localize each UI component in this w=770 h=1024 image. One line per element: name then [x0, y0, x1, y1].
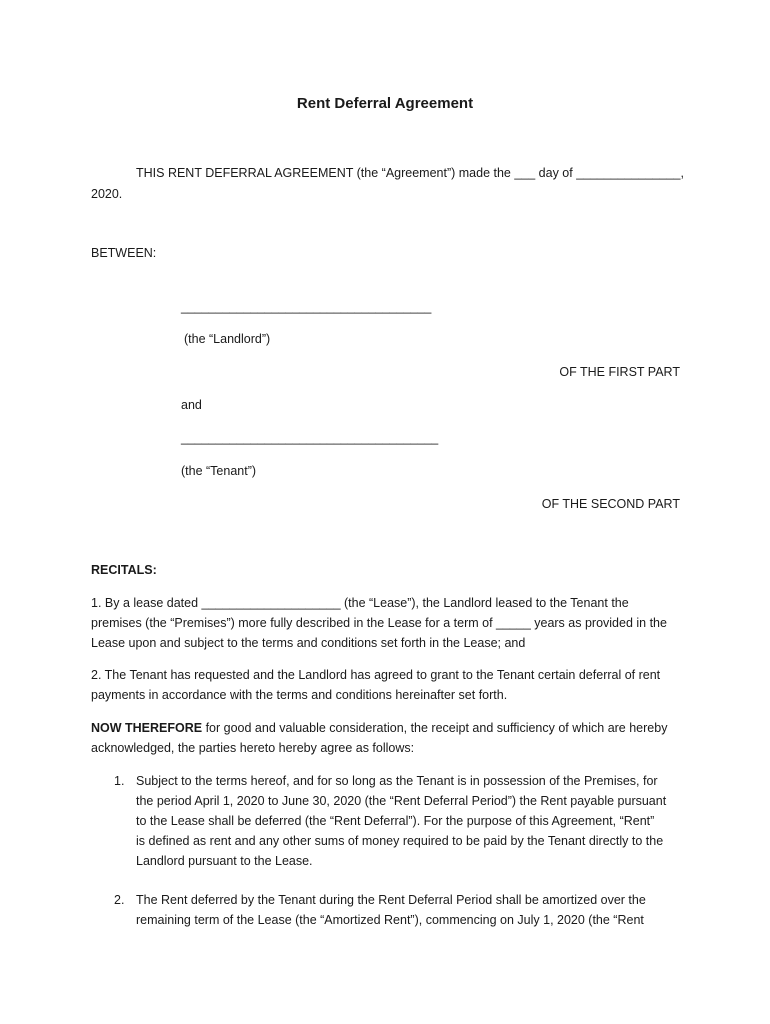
item-1-line: Landlord pursuant to the Lease. — [136, 854, 313, 868]
recitals-heading: RECITALS: — [91, 563, 157, 577]
first-part-label: OF THE FIRST PART — [559, 365, 680, 379]
intro-line-1: THIS RENT DEFERRAL AGREEMENT (the “Agreement”) made the ___ day of _______________, — [136, 166, 684, 180]
and-label: and — [181, 398, 202, 412]
item-1-line: is defined as rent and any other sums of money required to be paid by the Tenant directly to the — [136, 834, 664, 848]
item-2-number: 2. — [114, 893, 125, 907]
second-part-label: OF THE SECOND PART — [541, 497, 680, 511]
intro-line-2: 2020. — [91, 187, 123, 201]
now-therefore-rest: for good and valuable consideration, the receipt and sufficiency of which are hereby — [202, 721, 668, 735]
landlord-blank: ____________________________________ — [181, 300, 432, 314]
item-1-line: to the Lease shall be deferred (the “Rent Deferral”). For the purpose of this Agreement, “Rent” — [136, 814, 655, 828]
now-therefore-line-2: acknowledged, the parties hereto hereby agree as follows: — [91, 741, 415, 755]
recital-1-line: Lease upon and subject to the terms and conditions set forth in the Lease; and — [91, 636, 526, 650]
now-therefore-bold: NOW THEREFORE — [91, 721, 203, 735]
item-1 — [136, 771, 666, 871]
item-1-number: 1. — [114, 774, 125, 788]
now-therefore-line — [91, 718, 667, 738]
recital-1-line: premises (the “Premises”) more fully described in the Lease for a term of _____ years as provided in the — [91, 616, 667, 630]
item-1-line: Subject to the terms hereof, and for so long as the Tenant is in possession of the Premises, for — [136, 774, 658, 788]
recital-1-line: 1. By a lease dated ____________________ (the “Lease”), the Landlord leased to the Tenant the — [91, 596, 629, 610]
item-2 — [136, 890, 646, 930]
recital-2-line: 2. The Tenant has requested and the Landlord has agreed to grant to the Tenant certain deferral of rent — [91, 668, 661, 682]
recital-1 — [91, 593, 667, 653]
landlord-label: (the “Landlord”) — [184, 332, 271, 346]
between-label: BETWEEN: — [91, 246, 157, 260]
tenant-blank: _____________________________________ — [181, 431, 439, 445]
now-therefore-paragraph — [91, 718, 667, 758]
item-2-line: remaining term of the Lease (the “Amortized Rent”), commencing on July 1, 2020 (the “Rent — [136, 913, 644, 927]
item-1-line: the period April 1, 2020 to June 30, 2020 (the “Rent Deferral Period”) the Rent payable pursuant — [136, 794, 667, 808]
recital-2-line: payments in accordance with the terms and conditions hereinafter set forth. — [91, 688, 508, 702]
item-2-line: The Rent deferred by the Tenant during the Rent Deferral Period shall be amortized over the — [136, 893, 646, 907]
tenant-label: (the “Tenant”) — [181, 464, 257, 478]
recital-2 — [91, 665, 660, 705]
document-title: Rent Deferral Agreement — [296, 95, 474, 112]
